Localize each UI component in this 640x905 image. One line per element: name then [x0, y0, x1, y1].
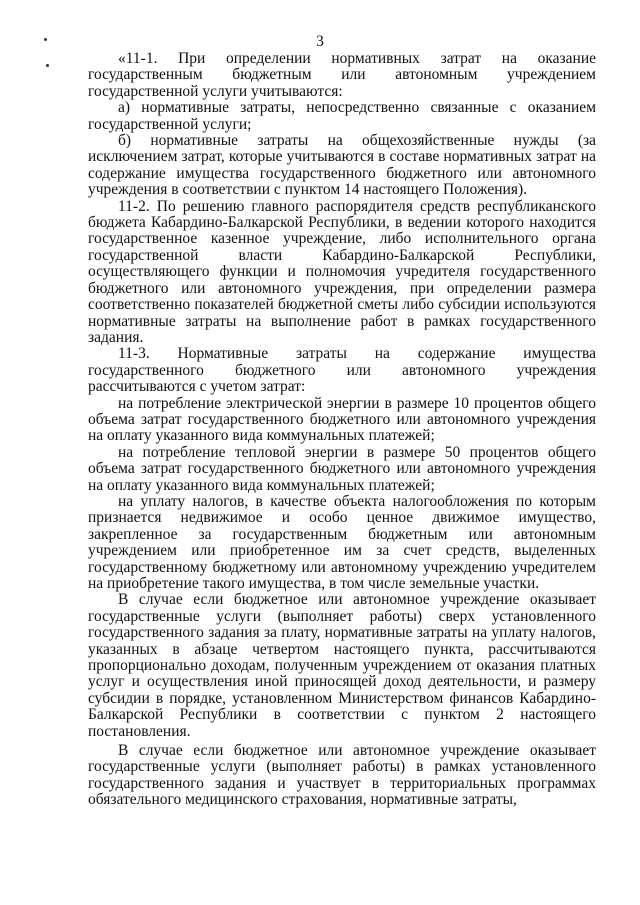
paragraph-taxes: на уплату налогов, в качестве объекта налогообложения по которым признается недвижимое и особо ценное движимое имущество, закрепленное за государственным бюджетным или автономным учреждением или приобретенное им за счет средств, выделенных государственному бюджетному или автономному учреждению учредителем на приобретение такого имущества, в том числе земельные участки.: [88, 492, 596, 592]
paragraph-oms: В случае если бюджетное или автономное учреждение оказывает государственные услуги (выполняет работы) в рамках установленного государственного задания и участвует в территориальных программах обязательного медицинского страхования, нормативные затраты,: [88, 742, 596, 809]
paragraph-11-3: 11-3. Нормативные затраты на содержание имущества государственного бюджетного или автономного учреждения рассчитываются с учетом затрат:: [88, 345, 596, 396]
margin-mark: [46, 64, 49, 67]
paragraph-electricity: на потребление электрической энергии в размере 10 процентов общего объема затрат государственного бюджетного или автономного учреждения на оплату указанного вида коммунальных платежей;: [88, 394, 596, 445]
paragraph-heat: на потребление тепловой энергии в размере 50 процентов общего объема затрат государственного бюджетного или автономного учреждения на оплату указанного вида коммунальных платежей;: [88, 443, 596, 494]
paragraph-paid-services: В случае если бюджетное или автономное учреждение оказывает государственные услуги (выполняет работы) сверх установленного государственного задания за плату, нормативные затраты на уплату налогов, указанных в абзаце четвертом настоящего пункта, рассчитываются пропорционально доходам, полученным учреждением от оказания платных услуг и осуществления иной приносящей доход деятельности, и размеру субсидии в порядке, установленном Министерством финансов Кабардино-Балкарской Республики в соответствии с пунктом 2 настоящего постановления.: [88, 591, 596, 740]
paragraph-11-2: 11-2. По решению главного распорядителя средств республиканского бюджета Кабардино-Балкарской Республики, в ведении которого находится государственное казенное учреждение, либо исполнительного органа государственной власти Кабардино-Балкарской Республики, осуществляющего функции и полномочия учредителя государственного бюджетного или автономного учреждения, при определении размера соответственно показателей бюджетной сметы либо субсидии используются нормативные затраты на выполнение работ в рамках государственного задания.: [88, 197, 596, 346]
page-number: 3: [316, 33, 324, 50]
document-body: [88, 51, 596, 809]
paragraph-11-1-a: а) нормативные затраты, непосредственно связанные с оказанием государственной услуги;: [88, 99, 596, 133]
paragraph-11-1: «11-1. При определении нормативных затрат на оказание государственным бюджетным или автономным учреждением государственной услуги учитываются:: [88, 50, 596, 100]
paragraph-11-1-b: б) нормативные затраты на общехозяйственные нужды (за исключением затрат, которые учитываются в составе нормативных затрат на содержание имущества государственного бюджетного или автономного учреждения в соответствии с пунктом 14 настоящего Положения).: [88, 132, 596, 199]
